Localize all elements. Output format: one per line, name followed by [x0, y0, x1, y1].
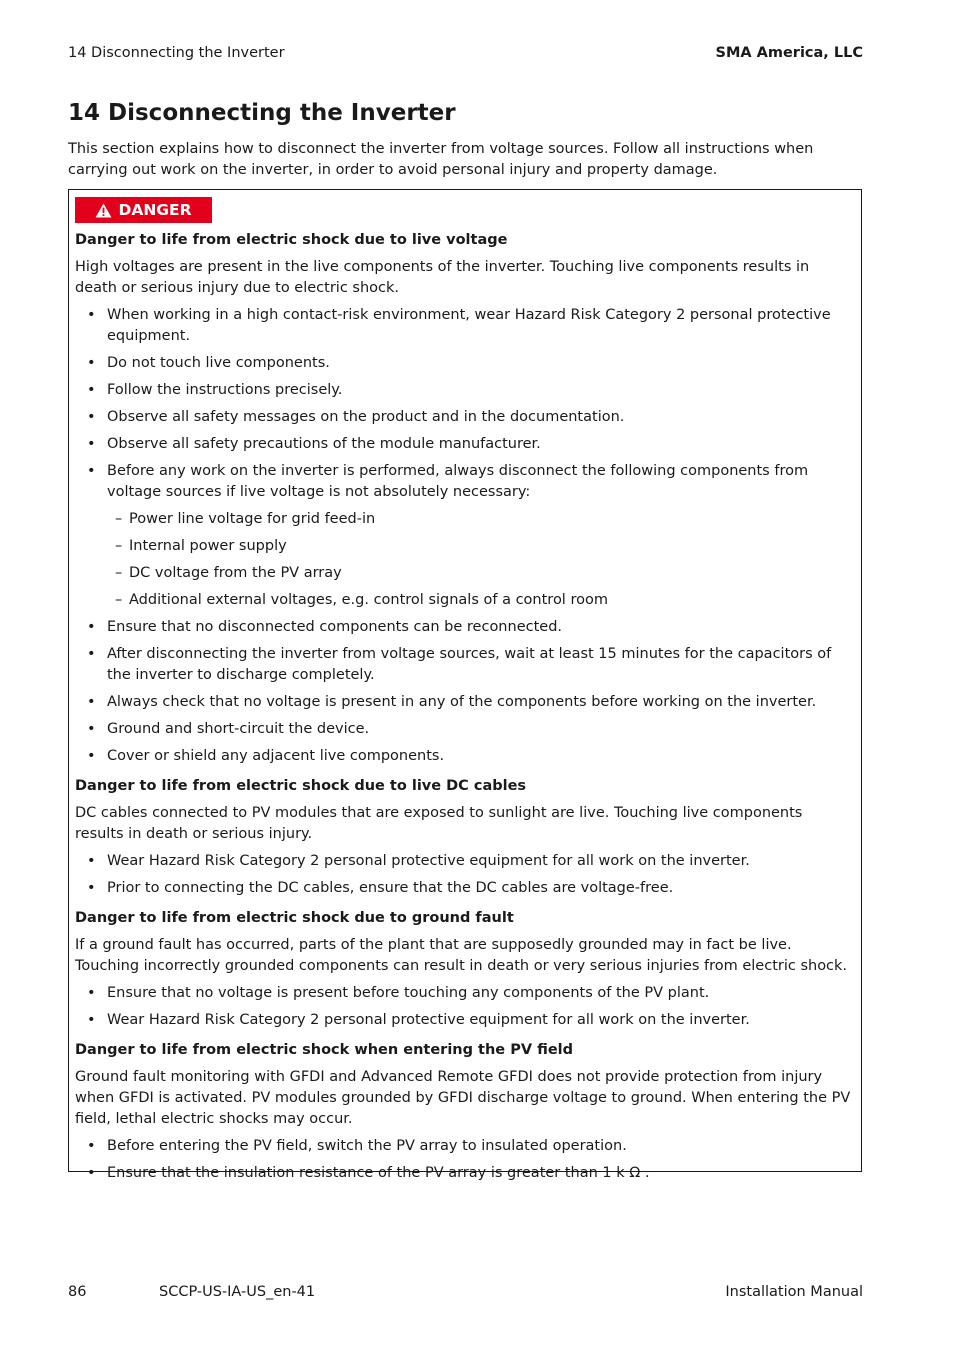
footer-page-number: 86: [68, 1284, 87, 1300]
section-text: If a ground fault has occurred, parts of the plant that are supposedly grounded may in fact be live. Touching incorrectly grounded components can result in death or very serious injuries from electric shock.: [75, 937, 848, 974]
danger-badge: [75, 197, 212, 223]
warning-triangle-icon: [95, 203, 112, 218]
list-item: • Prior to connecting the DC cables, ensure that the DC cables are voltage-free.: [75, 878, 855, 899]
sub-list-item: – Additional external voltages, e.g. control signals of a control room: [107, 590, 855, 611]
list-item: • Follow the instructions precisely.: [75, 380, 855, 401]
sub-list: [107, 509, 855, 611]
list-item: • Ground and short-circuit the device.: [75, 719, 855, 740]
section-text: High voltages are present in the live components of the inverter. Touching live components results in death or serious injury due to electric shock.: [75, 259, 810, 296]
sub-list-item: – Internal power supply: [107, 536, 855, 557]
list-item: • Wear Hazard Risk Category 2 personal protective equipment for all work on the inverter.: [75, 851, 855, 872]
page-title: 14 Disconnecting the Inverter: [68, 100, 456, 126]
section-heading: Danger to life from electric shock due to live voltage: [75, 232, 508, 248]
intro-paragraph: This section explains how to disconnect the inverter from voltage sources. Follow all instructions when carrying out work on the inverter, in order to avoid personal injury and property damage.: [68, 141, 814, 178]
list-item: • Always check that no voltage is present in any of the components before working on the inverter.: [75, 692, 855, 713]
section-heading: Danger to life from electric shock when entering the PV field: [75, 1042, 574, 1058]
list-item: • When working in a high contact-risk environment, wear Hazard Risk Category 2 personal protective equipment.: [75, 305, 855, 347]
list-item: [75, 461, 855, 611]
bullet-list: [75, 1136, 855, 1184]
sub-list-item: – DC voltage from the PV array: [107, 563, 855, 584]
list-item: • Do not touch live components.: [75, 353, 855, 374]
running-header-company: SMA America, LLC: [715, 45, 863, 61]
bullet-list: [75, 305, 855, 767]
list-item: • Observe all safety precautions of the module manufacturer.: [75, 434, 855, 455]
list-item: • Observe all safety messages on the product and in the documentation.: [75, 407, 855, 428]
footer-document-id: SCCP-US-IA-US_en-41: [159, 1284, 316, 1300]
danger-box: [68, 189, 862, 1181]
list-item: • Wear Hazard Risk Category 2 personal protective equipment for all work on the inverter.: [75, 1010, 855, 1031]
list-item-text: Before any work on the inverter is performed, always disconnect the following components from voltage sources if live voltage is not absolutely necessary:: [107, 463, 809, 500]
list-item: • Cover or shield any adjacent live components.: [75, 746, 855, 767]
sub-list-item: – Power line voltage for grid feed-in: [107, 509, 855, 530]
list-item: • After disconnecting the inverter from voltage sources, wait at least 15 minutes for the capacitors of the inverter to discharge completely.: [75, 644, 855, 686]
list-item: • Ensure that the insulation resistance of the PV array is greater than 1 k Ω .: [75, 1163, 855, 1184]
section-heading: Danger to life from electric shock due to ground fault: [75, 910, 514, 926]
danger-label: DANGER: [118, 201, 192, 219]
bullet-list: [75, 851, 855, 899]
list-item: • Ensure that no disconnected components can be reconnected.: [75, 617, 855, 638]
list-item: • Ensure that no voltage is present before touching any components of the PV plant.: [75, 983, 855, 1004]
list-item: • Before entering the PV field, switch the PV array to insulated operation.: [75, 1136, 855, 1157]
section-text: DC cables connected to PV modules that are exposed to sunlight are live. Touching live components results in death or serious injury.: [75, 805, 803, 842]
footer-manual-title: Installation Manual: [725, 1284, 863, 1300]
running-header-section: 14 Disconnecting the Inverter: [68, 45, 285, 61]
danger-content: [75, 230, 855, 1184]
section-text: Ground fault monitoring with GFDI and Advanced Remote GFDI does not provide protection from injury when GFDI is activated. PV modules grounded by GFDI discharge voltage to ground. When entering the PV field, lethal electric shocks may occur.: [75, 1069, 851, 1127]
section-heading: Danger to life from electric shock due to live DC cables: [75, 778, 527, 794]
bullet-list: [75, 983, 855, 1031]
